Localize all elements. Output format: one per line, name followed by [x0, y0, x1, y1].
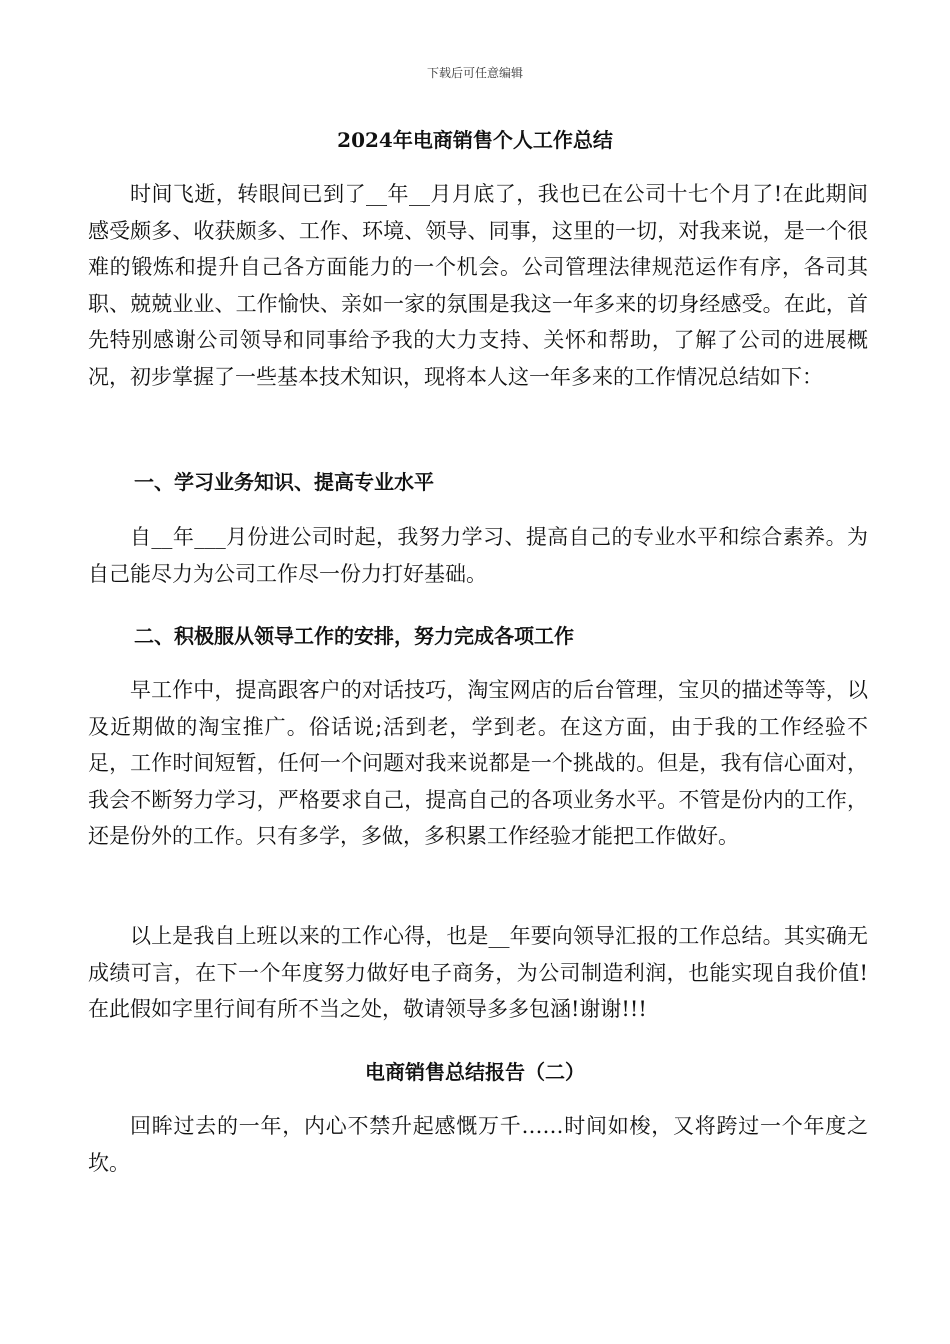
report-2-paragraph: 回眸过去的一年，内心不禁升起感慨万千……时间如梭，又将跨过一个年度之坎。	[88, 1114, 868, 1175]
section-2-heading: 二、积极服从领导工作的安排，努力完成各项工作	[134, 624, 574, 648]
intro-paragraph: 时间飞逝，转眼间已到了__年__月月底了，我也已在公司十七个月了!在此期间感受颇多、收获颇多、工作、环境、领导、同事，这里的一切，对我来说，是一个很难的锻炼和提升自己各方面能力的一个机会。公司管理法律规范运作有序，各司其职、兢兢业业、工作愉快、亲如一家的氛围是我这一年多来的切身经感受。在此，首先特别感谢公司领导和同事给予我的大力支持、关怀和帮助，了解了公司的进展概况，初步掌握了一些基本技术知识，现将本人这一年多来的工作情况总结如下：	[88, 182, 868, 389]
document-title: 2024年电商销售个人工作总结	[337, 128, 613, 152]
section-1-heading: 一、学习业务知识、提高专业水平	[134, 470, 434, 494]
section-2-paragraph: 早工作中，提高跟客户的对话技巧，淘宝网店的后台管理，宝贝的描述等等，以及近期做的淘宝推广。俗话说;活到老，学到老。在这方面，由于我的工作经验不足，工作时间短暂，任何一个问题对我来说都是一个挑战的。但是，我有信心面对，我会不断努力学习，严格要求自己，提高自己的各项业务水平。不管是份内的工作，还是份外的工作。只有多学，多做，多积累工作经验才能把工作做好。	[88, 678, 868, 848]
report-2-heading: 电商销售总结报告（二）	[365, 1060, 585, 1084]
section-1-paragraph: 自__年___月份进公司时起，我努力学习、提高自己的专业水平和综合素养。为自己能尽力为公司工作尽一份力打好基础。	[88, 525, 868, 586]
page-header: 下载后可任意编辑	[426, 66, 523, 80]
closing-paragraph: 以上是我自上班以来的工作心得，也是__年要向领导汇报的工作总结。其实确无成绩可言，在下一个年度努力做好电子商务，为公司制造利润，也能实现自我价值!在此假如字里行间有所不当之处，敬请领导多多包涵!谢谢!!!	[88, 924, 868, 1021]
